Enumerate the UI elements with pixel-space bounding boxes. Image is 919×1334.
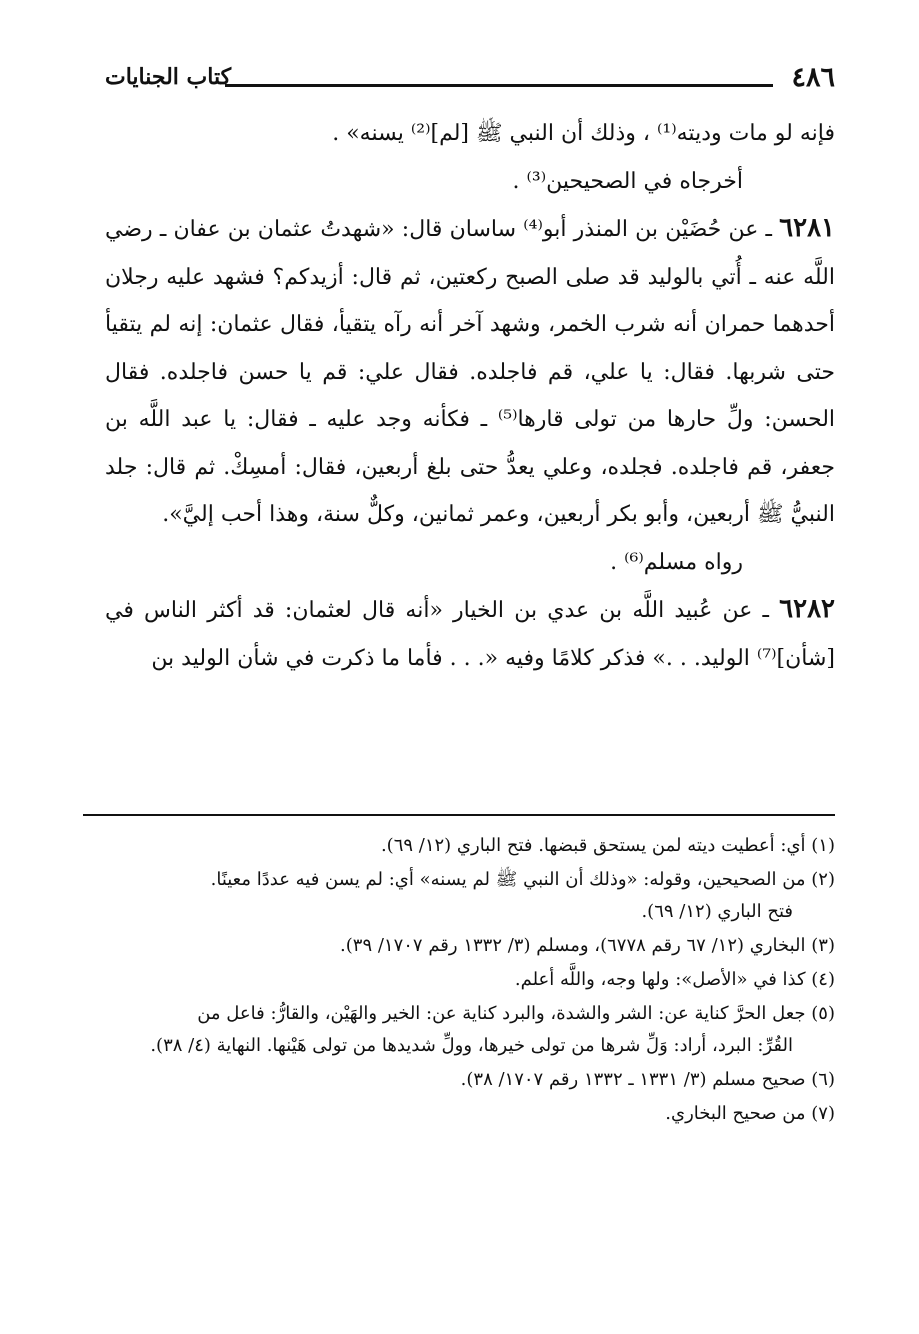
paragraph-text: أخرجاه في الصحيحين⁽³⁾ .	[512, 168, 743, 194]
hadith-6281	[105, 205, 835, 539]
hadith-number: ٦٢٨١	[779, 213, 836, 243]
footnote-3	[100, 930, 835, 962]
footnote-7	[100, 1098, 835, 1130]
footnote-6	[100, 1064, 835, 1096]
footnote-text: (٢) من الصحيحين، وقوله: «وذلك أن النبي ﷺ لم يسنه» أي: لم يسن فيه عددًا معينًا.	[210, 869, 835, 890]
footnote-text: (٣) البخاري (١٢/ ٦٧ رقم ٦٧٧٨)، ومسلم (٣/ ١٣٣٢ رقم ١٧٠٧/ ٣٩).	[340, 935, 835, 956]
footnote-5	[100, 998, 835, 1062]
footnote-1	[100, 830, 835, 862]
header-rule	[225, 84, 773, 87]
paragraph-text: رواه مسلم⁽⁶⁾ .	[610, 549, 743, 575]
footnote-continuation: القُرِّ: البرد، أراد: وَلِّ شرها من تولى خيرها، وولِّ شديدها من تولى هَيْنها. النهاية (٤/ ٣٨).	[150, 1035, 793, 1056]
footnote-2	[100, 864, 835, 928]
footnote-text: (٥) جعل الحرَّ كناية عن: الشر والشدة، والبرد كناية عن: الخير والهَيْن، والقارُّ: فاعل من	[197, 1003, 835, 1024]
footnote-text: (٦) صحيح مسلم (٣/ ١٣٣١ ـ ١٣٣٢ رقم ١٧٠٧/ ٣٨).	[460, 1069, 835, 1090]
paragraph-text: فإنه لو مات وديته⁽¹⁾ ، وذلك أن النبي ﷺ [لم]⁽²⁾ يسنه» .	[332, 121, 835, 146]
body-text	[105, 110, 835, 682]
hadith-text: ـ عن حُضَيْن بن المنذر أبو⁽⁴⁾ ساسان قال: «شهدتُ عثمان بن عفان ـ رضي اللَّه عنه ـ أُتي بالوليد قد صلى الصبح ركعتين، ثم قال: أزيدكم؟ فشهد عليه رجلان أحدهما حمران أنه شرب الخمر، وشهد آخر أنه رآه يتقيأ، فقال عثمان: إنه لم يتقيأ حتى شربها. فقال: يا علي، قم فاجلده. فقال علي: قم يا حسن فاجلده. فقال الحسن: ولِّ حارها من تولى قارها⁽⁵⁾ ـ فكأنه وجد عليه ـ فقال: يا عبد اللَّه بن جعفر، قم فاجلده. فجلده، وعلي يعدُّ حتى بلغ أربعين، فقال: أمسِكْ. ثم قال: جلد النبيُّ ﷺ أربعين، وأبو بكر أربعين، وعمر ثمانين، وكلٌّ سنة، وهذا أحب إليَّ».	[105, 217, 836, 527]
paragraph-4	[105, 539, 835, 587]
footnote-4	[100, 964, 835, 996]
page-number: ٤٨٦	[791, 62, 835, 93]
footnotes	[100, 830, 835, 1132]
footnote-text: (٧) من صحيح البخاري.	[665, 1103, 835, 1124]
page-header	[105, 62, 835, 102]
hadith-6282	[105, 586, 835, 682]
running-title: كتاب الجنايات	[105, 64, 232, 90]
footnote-text: (١) أي: أعطيت ديته لمن يستحق قبضها. فتح الباري (١٢/ ٦٩).	[380, 835, 835, 856]
paragraph-2	[105, 158, 835, 206]
paragraph-1	[105, 110, 835, 158]
footnote-text: (٤) كذا في «الأصل»: ولها وجه، واللَّه أعلم.	[514, 969, 835, 990]
hadith-text: ـ عن عُبيد اللَّه بن عدي بن الخيار «أنه قال لعثمان: قد أكثر الناس في [شأن]⁽⁷⁾ الوليد. . .» فذكر كلامًا وفيه «. . . فأما ما ذكرت في شأن الوليد بن	[105, 598, 835, 671]
footnote-continuation: فتح الباري (١٢/ ٦٩).	[641, 901, 793, 922]
footnote-rule	[83, 814, 835, 816]
hadith-number: ٦٢٨٢	[779, 594, 835, 624]
